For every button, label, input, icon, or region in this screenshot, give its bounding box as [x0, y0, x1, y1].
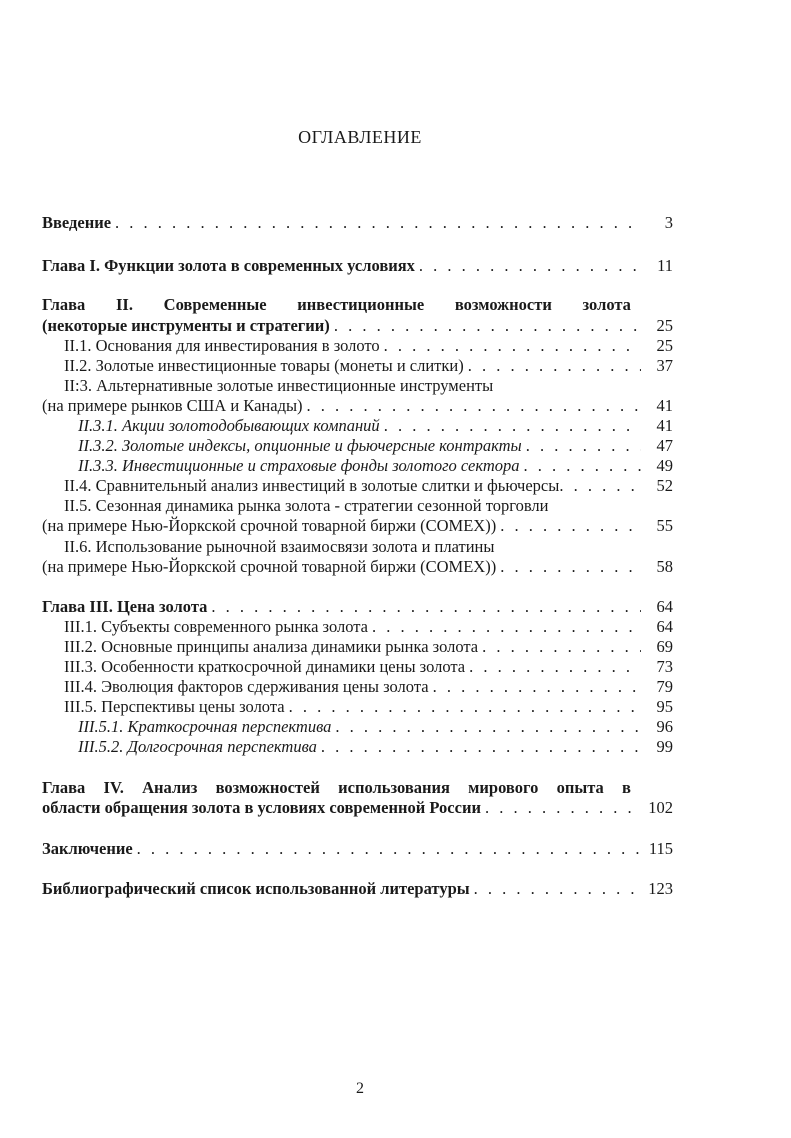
toc-entry-2-6[interactable]	[64, 537, 673, 557]
toc-entry-label: II.6. Использование рыночной взаимосвязи золота и платины	[64, 537, 498, 557]
toc-entry-2-3[interactable]	[64, 376, 673, 396]
dot-leader	[289, 697, 641, 717]
toc-word: использования	[338, 778, 450, 797]
toc-page-number: 47	[656, 436, 673, 455]
toc-entry-chapter-3[interactable]	[42, 597, 673, 617]
toc-entry-label: III.3. Особенности краткосрочной динамики цены золота	[64, 657, 469, 677]
toc-entry-label: II.3.2. Золотые индексы, опционные и фьючерсные контракты	[78, 436, 526, 456]
toc-entry-label: (на примере Нью-Йоркской срочной товарной биржи (COMEX))	[42, 557, 500, 577]
toc-entry-chapter-2-cont[interactable]	[42, 316, 673, 336]
toc-entry-2-5-cont[interactable]	[42, 516, 673, 536]
dot-leader	[474, 879, 641, 899]
toc-word: Глава	[42, 778, 86, 797]
dot-leader	[500, 516, 641, 536]
toc-page-number: 69	[656, 637, 673, 656]
toc-word: опыта	[556, 778, 604, 797]
dot-leader	[482, 637, 641, 657]
dot-leader	[433, 677, 641, 697]
toc-page-number: 73	[656, 657, 673, 676]
toc-entry-3-2[interactable]	[64, 637, 673, 657]
toc-page-number: 79	[656, 677, 673, 696]
dot-leader	[115, 213, 641, 233]
toc-word: мирового	[468, 778, 539, 797]
toc-page-number: 99	[656, 737, 673, 756]
toc-entry-label: (на примере Нью-Йоркской срочной товарной биржи (COMEX))	[42, 516, 500, 536]
toc-entry-3-1[interactable]	[64, 617, 673, 637]
dot-leader	[334, 316, 641, 336]
toc-entry-3-5-1[interactable]	[78, 717, 673, 737]
dot-leader	[384, 416, 641, 436]
dot-leader	[384, 336, 641, 356]
dot-leader	[485, 798, 641, 818]
toc-page-number: 25	[656, 336, 673, 355]
toc-word: инвестиционные	[297, 295, 425, 314]
dot-leader	[211, 597, 641, 617]
toc-page-number: 11	[657, 256, 673, 275]
toc-entry-label: III.4. Эволюция факторов сдерживания цены золота	[64, 677, 433, 697]
toc-entry-2-1[interactable]	[64, 336, 673, 356]
toc-entry-2-5[interactable]	[64, 496, 673, 516]
toc-word: Современные	[163, 295, 267, 314]
toc-page-number: 64	[656, 617, 673, 636]
toc-word: возможностей	[215, 778, 320, 797]
toc-entry-3-4[interactable]	[64, 677, 673, 697]
dot-leader	[419, 256, 641, 276]
toc-entry-label: II.5. Сезонная динамика рынка золота - стратегии сезонной торговли	[64, 496, 552, 516]
dot-leader	[137, 839, 641, 859]
dot-leader	[335, 717, 641, 737]
toc-entry-2-3-1[interactable]	[78, 416, 673, 436]
toc-entry-label: Библиографический список использованной литературы	[42, 879, 474, 899]
toc-page-number: 41	[656, 396, 673, 415]
toc-entry-intro[interactable]	[42, 213, 673, 233]
dot-leader	[468, 356, 641, 376]
toc-entry-label: III.5.2. Долгосрочная перспектива	[78, 737, 321, 757]
toc-entry-2-2[interactable]	[64, 356, 673, 376]
page-number: 2	[356, 1080, 364, 1097]
toc-word: возможности	[454, 295, 552, 314]
toc-entry-2-3-2[interactable]	[78, 436, 673, 456]
toc-entry-label: II.1. Основания для инвестирования в золото	[64, 336, 384, 356]
dot-leader	[559, 476, 641, 496]
toc-entry-2-6-cont[interactable]	[42, 557, 673, 577]
toc-word: II.	[116, 295, 133, 314]
toc-entry-chapter-1[interactable]	[42, 256, 673, 276]
toc-entry-label: (некоторые инструменты и стратегии)	[42, 316, 334, 336]
toc-page-number: 52	[656, 476, 673, 495]
toc-entry-label: Заключение	[42, 839, 137, 859]
toc-word: в	[622, 778, 631, 797]
dot-leader	[469, 657, 641, 677]
toc-entry-label: Глава I. Функции золота в современных условиях	[42, 256, 419, 276]
toc-entry-conclusion[interactable]	[42, 839, 673, 859]
toc-entry-label: области обращения золота в условиях современной России	[42, 798, 485, 818]
toc-page-number: 58	[656, 557, 673, 576]
toc-page-number: 102	[648, 798, 673, 817]
toc-page-number: 95	[656, 697, 673, 716]
toc-page-number: 37	[656, 356, 673, 375]
toc-page-number: 25	[656, 316, 673, 335]
toc-entry-3-5[interactable]	[64, 697, 673, 717]
toc-entry-label: III.5. Перспективы цены золота	[64, 697, 289, 717]
toc-page-number: 41	[656, 416, 673, 435]
toc-entry-label: III.1. Субъекты современного рынка золота	[64, 617, 372, 637]
dot-leader	[321, 737, 641, 757]
toc-entry-2-3-cont[interactable]	[42, 396, 673, 416]
toc-word: Глава	[42, 295, 86, 314]
toc-entry-label: Глава III. Цена золота	[42, 597, 211, 617]
toc-entry-label: II.3.3. Инвестиционные и страховые фонды золотого сектора	[78, 456, 524, 476]
toc-page-number: 3	[664, 213, 673, 232]
toc-entry-label: III.5.1. Краткосрочная перспектива	[78, 717, 335, 737]
toc-page-number: 55	[656, 516, 673, 535]
toc-word: IV.	[103, 778, 124, 797]
toc-page-number: 64	[656, 597, 673, 616]
toc-page-number: 96	[656, 717, 673, 736]
toc-entry-label: III.2. Основные принципы анализа динамики рынка золота	[64, 637, 482, 657]
toc-entry-chapter-4[interactable]	[42, 778, 673, 798]
toc-page-number: 115	[648, 839, 673, 858]
toc-entry-label: II.4. Сравнительный анализ инвестиций в золотые слитки и фьючерсы	[64, 476, 560, 495]
toc-entry-bibliography[interactable]	[42, 879, 673, 899]
dot-leader	[372, 617, 641, 637]
dot-leader	[524, 456, 641, 476]
toc-entry-label: II:3. Альтернативные золотые инвестиционные инструменты	[64, 376, 497, 396]
toc-entry-label: II.2. Золотые инвестиционные товары (монеты и слитки)	[64, 356, 468, 376]
toc-word: золота	[582, 295, 631, 314]
toc-page-number: 123	[648, 879, 673, 898]
toc-entry-chapter-2[interactable]	[42, 295, 673, 315]
toc-entry-label: (на примере рынков США и Канады)	[42, 396, 307, 416]
toc-entry-3-3[interactable]	[64, 657, 673, 677]
toc-entry-label: II.3.1. Акции золотодобывающих компаний	[78, 416, 384, 436]
toc-entry-label: Введение	[42, 213, 115, 233]
dot-leader	[526, 436, 641, 456]
page-title: ОГЛАВЛЕНИЕ	[298, 127, 422, 147]
toc-entry-2-3-3[interactable]	[78, 456, 673, 476]
toc-entry-chapter-4-cont[interactable]	[42, 798, 673, 818]
toc-page-number: 49	[656, 456, 673, 475]
toc-entry-2-4[interactable]	[64, 476, 673, 496]
dot-leader	[500, 557, 641, 577]
toc-entry-3-5-2[interactable]	[78, 737, 673, 757]
toc-word: Анализ	[142, 778, 198, 797]
dot-leader	[307, 396, 641, 416]
